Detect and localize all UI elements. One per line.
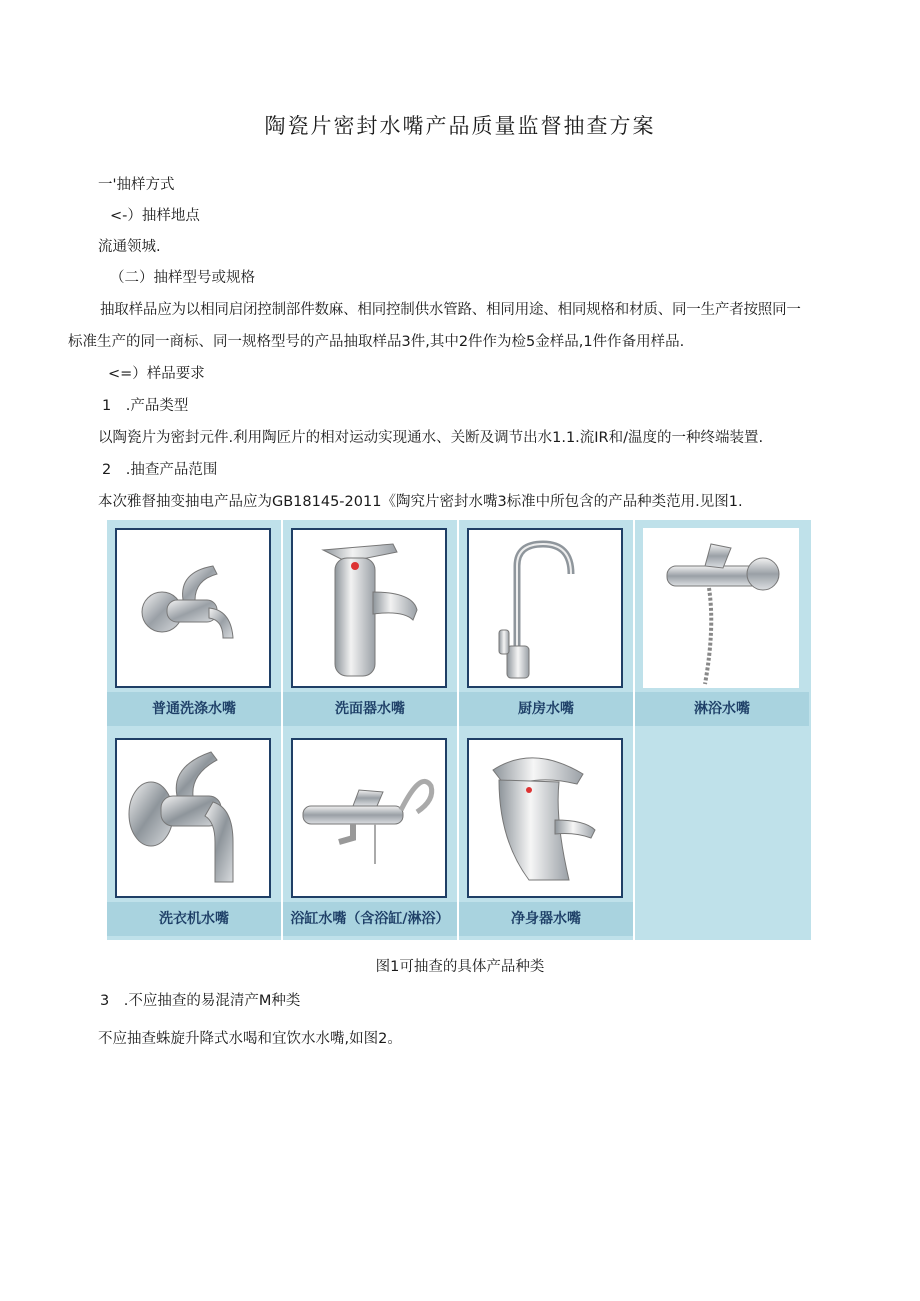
figure-label: 厨房水嘴	[459, 692, 633, 726]
product-types-figure	[107, 520, 811, 940]
figure-cell-shower-faucet	[635, 520, 811, 732]
figure-cell-bidet-faucet	[459, 730, 635, 942]
item-product-type: 1 .产品类型	[102, 398, 189, 414]
figure-cell-basin-faucet	[283, 520, 459, 732]
figure-caption: 图1可抽查的具体产品种类	[375, 959, 545, 975]
item-excluded-products: 3 .不应抽查的易混清产M种类	[100, 993, 301, 1009]
figure-label: 淋浴水嘴	[635, 692, 809, 726]
faucet-image	[115, 738, 271, 898]
section-heading-sampling-method: 一'抽样方式	[98, 177, 175, 193]
paragraph-excluded-products: 不应抽查蛛旋升降式水喝和宜饮水水嘴,如图2。	[98, 1031, 402, 1047]
faucet-image	[467, 738, 623, 898]
figure-cell-kitchen-faucet	[459, 520, 635, 732]
figure-cell-washing-machine-faucet	[107, 730, 283, 942]
faucet-image	[115, 528, 271, 688]
faucet-image	[291, 528, 447, 688]
paragraph-location: 流通领城.	[98, 239, 161, 255]
paragraph-product-type: 以陶瓷片为密封元件.利用陶匠片的相对运动实现通水、关断及调节出水1.1.流IR和/温度的一种终端装置.	[98, 430, 764, 446]
subheading-sampling-location: <-）抽样地点	[110, 208, 200, 224]
figure-cell-bathtub-faucet	[283, 730, 459, 942]
figure-label: 洗衣机水嘴	[107, 902, 281, 936]
paragraph-sampling-rule-1: 抽取样品应为以相同启闭控制部件数麻、相同控制供水管路、相同用途、相同规格和材质、同一生产者按照同一	[100, 302, 801, 318]
figure-label: 普通洗涤水嘴	[107, 692, 281, 726]
faucet-image	[291, 738, 447, 898]
figure-label: 洗面器水嘴	[283, 692, 457, 726]
faucet-image	[643, 528, 799, 688]
faucet-image	[467, 528, 623, 688]
item-inspection-scope: 2 .抽查产品范围	[102, 462, 218, 478]
paragraph-inspection-scope: 本次雅督抽变抽电产品应为GB18145-2011《陶究片密封水嘴3标准中所包含的产品种类范用.见图1.	[98, 494, 743, 510]
subheading-model-spec: （二）抽样型号或规格	[110, 270, 255, 286]
paragraph-sampling-rule-2: 标准生产的同一商标、同一规格型号的产品抽取样品3件,其中2件作为检5金样品,1件作备用样品.	[68, 334, 685, 350]
figure-label: 浴缸水嘴（含浴缸/淋浴）	[283, 902, 457, 936]
subheading-sample-requirements: <=）样品要求	[108, 366, 205, 382]
figure-cell-ordinary-faucet	[107, 520, 283, 732]
page-title: 陶瓷片密封水嘴产品质量监督抽查方案	[264, 114, 656, 138]
figure-cell-empty	[635, 730, 811, 942]
figure-label: 净身器水嘴	[459, 902, 633, 936]
